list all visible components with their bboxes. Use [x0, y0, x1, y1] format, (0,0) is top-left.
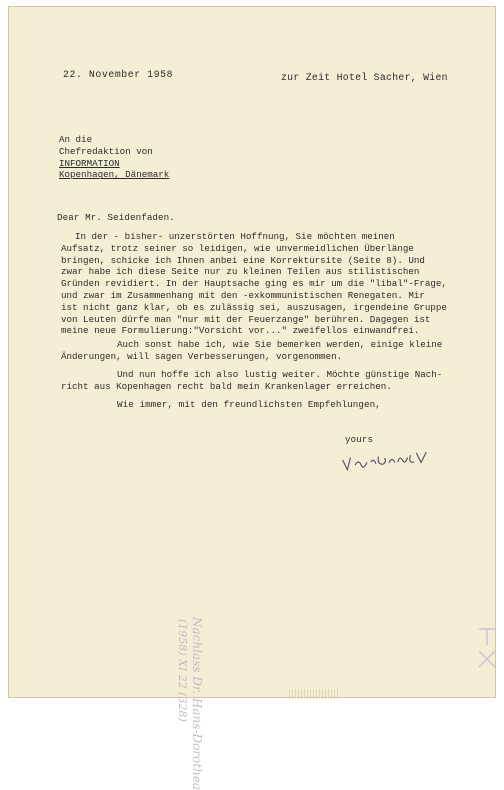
- body-paragraph-2: [61, 339, 442, 363]
- paragraph-line: bringen, schicke ich Ihnen anbei eine Korrektursite (Seite 8). Und: [61, 254, 425, 266]
- archive-barcode: [289, 689, 339, 699]
- handwritten-signature: [340, 448, 432, 479]
- letter-date: 22. November 1958: [63, 69, 174, 80]
- paragraph-line: Aufsatz, trotz seiner so leidigen, wie unvermeidlichen Überlänge: [61, 242, 414, 254]
- paragraph-line: von Leuten dürfe man "nur mit der Feuerzange" berühren. Dagegen ist: [61, 313, 431, 325]
- paragraph-line: und zwar im Zusammenhang mit den -exkommunistischen Renegaten. Mir: [61, 289, 425, 301]
- faded-mark-icon: [475, 625, 501, 673]
- address-line: Chefredaktion von: [59, 145, 153, 157]
- paragraph-line: Änderungen, will sagen Verbesserungen, vorgenommen.: [61, 350, 343, 362]
- recipient-address: [59, 134, 169, 181]
- paragraph-line: meine neue Formulierung:"Vorsicht vor..." zweifellos einwandfrei.: [61, 325, 420, 337]
- letter-sheet: [8, 6, 496, 790]
- paragraph-line: zwar habe ich diese Seite nur zu kleinen Teilen aus stilistischen: [61, 266, 420, 278]
- paragraph-line: richt aus Kopenhagen recht bald mein Krankenlager erreichen.: [61, 380, 392, 392]
- archive-stamp-line-2: (1958) XI 22 (328): [176, 619, 189, 722]
- letter-location: zur Zeit Hotel Sacher, Wien: [281, 72, 448, 83]
- archive-stamp-line-1: Nachlass Dr. Hans-Dorothea: [190, 617, 204, 790]
- paragraph-line: Und nun hoffe ich also lustig weiter. Möchte günstige Nach-: [117, 369, 443, 380]
- paragraph-line: ist nicht ganz klar, ob es zulässig sei, auszusagen, irgendeine Gruppe: [61, 301, 447, 313]
- closing: yours: [345, 434, 374, 445]
- body-paragraph-1: [61, 231, 447, 337]
- paragraph-line: Auch sonst habe ich, wie Sie bemerken werden, einige kleine: [117, 339, 443, 350]
- signature-scribble-icon: [340, 448, 431, 476]
- body-paragraph-4: Wie immer, mit den freundlichsten Empfehlungen,: [117, 399, 381, 410]
- paragraph-line: In der - bisher- unzerstörten Hoffnung, Sie möchten meinen: [75, 231, 395, 242]
- address-line: Kopenhagen, Dänemark: [59, 169, 170, 181]
- address-line: An die: [59, 134, 93, 145]
- salutation: Dear Mr. Seidenfaden.: [57, 212, 175, 223]
- address-line: INFORMATION: [59, 157, 120, 169]
- paragraph-line: Gründen revidiert. In der Hauptsache ging es mir um die "libal"-Frage,: [61, 278, 447, 290]
- body-paragraph-3: [61, 369, 442, 393]
